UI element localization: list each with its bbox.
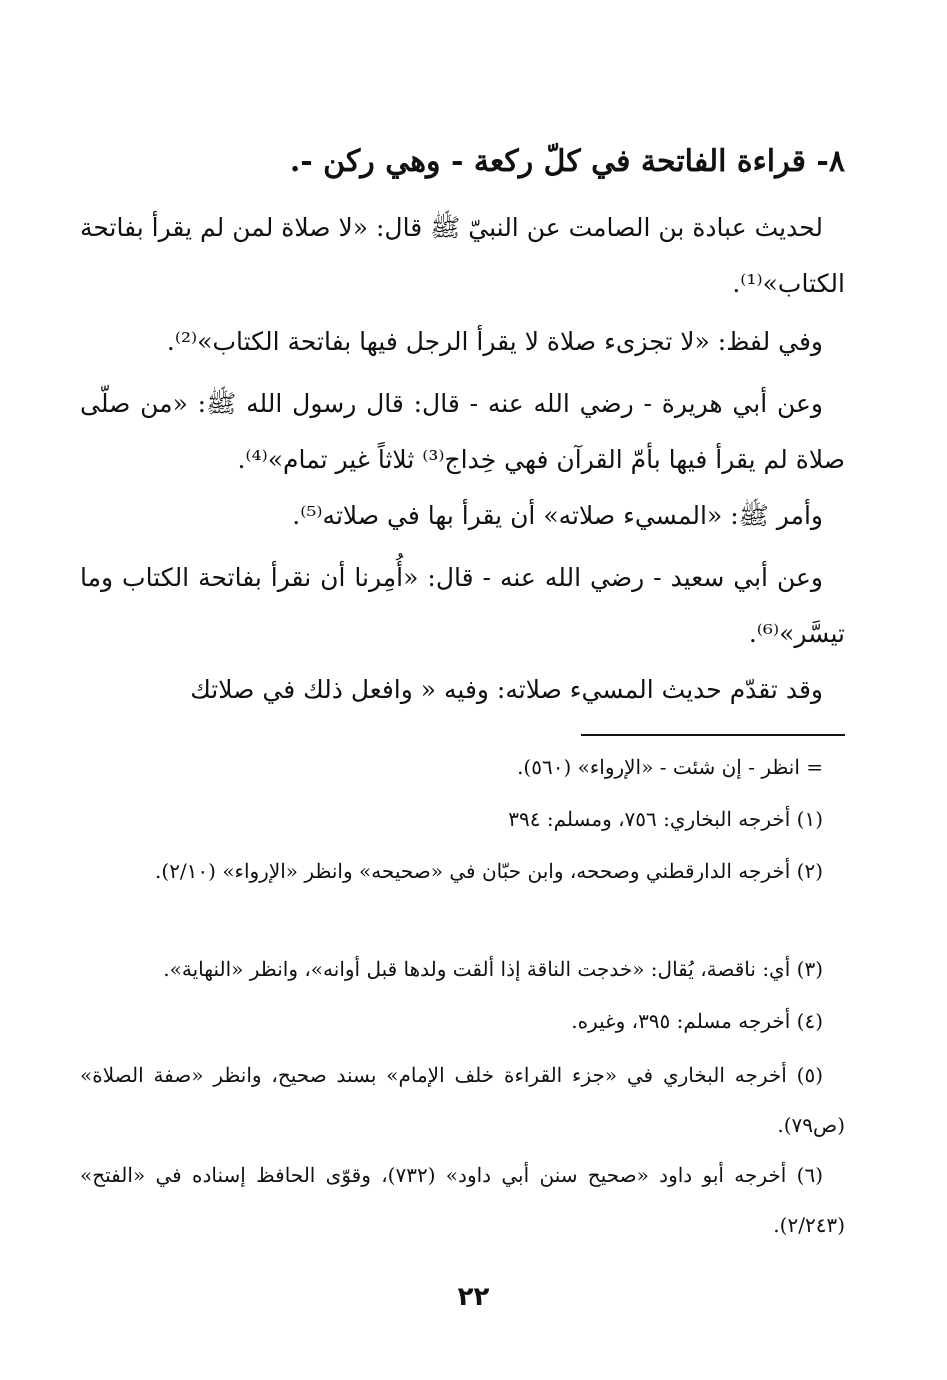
footnote-3: (٣) أي: ناقصة، يُقال: «خدجت الناقة إذا ألقت ولدها قبل أوانه»، وانظر «النهاية». xyxy=(163,957,823,981)
paragraph-3: وعن أبي هريرة - رضي الله عنه - قال: قال رسول الله ﷺ: «من صلّى صلاة لم يقرأ فيها بأمّ القرآن فهي خِداج⁽³⁾ ثلاثاً غير تمام»⁽⁴⁾. xyxy=(80,389,845,474)
footnote-4: (٤) أخرجه مسلم: ٣٩٥، وغيره. xyxy=(571,1009,823,1033)
footnote-6: (٦) أخرجه أبو داود «صحيح سنن أبي داود» (٧٣٢)، وقوّى الحافظ إسناده في «الفتح» (٢/٢٤٣). xyxy=(80,1163,845,1237)
paragraph-1: لحديث عبادة بن الصامت عن النبيّ ﷺ قال: «لا صلاة لمن لم يقرأ بفاتحة الكتاب»⁽¹⁾. xyxy=(80,213,845,298)
footnote-separator xyxy=(581,734,845,736)
paragraph-5: وعن أبي سعيد - رضي الله عنه - قال: «أُمِرنا أن نقرأ بفاتحة الكتاب وما تيسَّر»⁽⁶⁾. xyxy=(80,563,845,648)
section-heading: ٨- قراءة الفاتحة في كلّ ركعة - وهي ركن -. xyxy=(289,144,845,179)
paragraph-2: وفي لفظ: «لا تجزىء صلاة لا يقرأ الرجل فيها بفاتحة الكتاب»⁽²⁾. xyxy=(166,327,823,356)
footnote-2: (٢) أخرجه الدارقطني وصححه، وابن حبّان في «صحيحه» وانظر «الإرواء» (٢/١٠). xyxy=(155,859,823,883)
page-number: ٢٢ xyxy=(457,1282,490,1312)
paragraph-6: وقد تقدّم حديث المسيء صلاته: وفيه « وافعل ذلك في صلاتك xyxy=(190,675,823,704)
page-body xyxy=(80,0,845,1380)
footnote-continuation: = انظر - إن شئت - «الإرواء» (٥٦٠). xyxy=(517,755,823,779)
footnote-1: (١) أخرجه البخاري: ٧٥٦، ومسلم: ٣٩٤ xyxy=(508,807,823,831)
paragraph-4: وأمر ﷺ: «المسيء صلاته» أن يقرأ بها في صلاته⁽⁵⁾. xyxy=(292,501,823,530)
footnote-5: (٥) أخرجه البخاري في «جزء القراءة خلف الإمام» بسند صحيح، وانظر «صفة الصلاة» (ص٧٩). xyxy=(80,1063,845,1137)
